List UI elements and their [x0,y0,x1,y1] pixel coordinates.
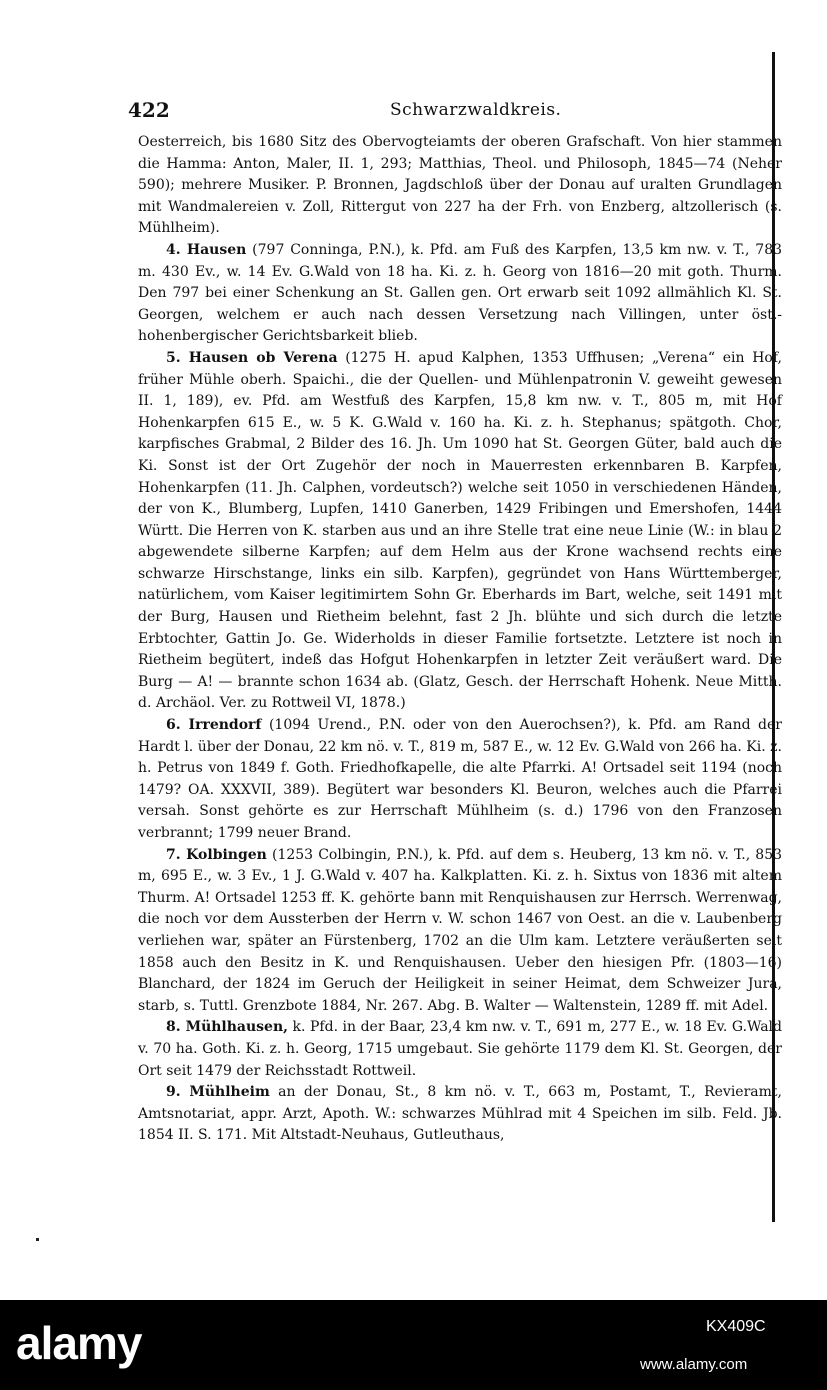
entry-text: k. Pfd. in der Baar, 23,4 km nw. v. T., 691 m, 277 E., w. 18 Ev. G.Wald v. 70 ha. Goth. Ki. z. h. Georg, 1715 umgebaut. Sie gehörte 1179 dem Kl. St. Georgen, der Ort seit 1479 der Reichsstadt Rottweil. [138,1019,782,1079]
entry-hausen [138,240,782,348]
entry-lead: 8. Mühlhausen, [166,1019,289,1036]
entry-lead: 7. Kolbingen [166,846,267,863]
alamy-logo: alamy [16,1317,142,1369]
body-text [138,132,782,1147]
entry-lead: 5. Hausen ob Verena [166,349,338,366]
entry-muehlhausen [138,1017,782,1082]
entry-hausen-ob-verena [138,348,782,715]
page-header [128,98,780,122]
stray-mark [36,1238,39,1241]
entry-text: (797 Conninga, P.N.), k. Pfd. am Fuß des Karpfen, 13,5 km nw. v. T., 783 m. 430 Ev., w. 14 Ev. G.Wald von 18 ha. Ki. z. h. Georg von 1816—20 mit goth. Thurm. Den 797 bei einer Schenkung an St. Gallen gen. Ort erwarb seit 1092 allmählich Kl. St. Georgen, welchem er auch nach dessen Versetzung nach Villingen, unter öst.-hohenbergischer Gerichtsbarkeit blieb. [138,241,783,345]
entry-lead: 6. Irrendorf [166,717,262,734]
entry-muehlheim [138,1082,782,1147]
entry-text: (1275 H. apud Kalphen, 1353 Uffhusen; „Verena“ ein Hof, früher Mühle oberh. Spaichi., die der Quellen- und Mühlenpatronin V. geweiht gewesen II. 1, 189), ev. Pfd. am Westfuß des Karpfen, 15,8 km nw. v. T., 805 m, mit Hof Hohenkarpfen 615 E., w. 5 K. G.Wald v. 160 ha. Ki. z. h. Stephanus; spätgoth. Chor, karpfisches Grabmal, 2 Bilder des 16. Jh. Um 1090 hat St. Georgen Güter, bald auch die Ki. Sonst ist der Ort Zugehör der noch in Mauerresten erkennbaren B. Karpfen, Hohenkarpfen (11. Jh. Calphen, vordeutsch?) welche seit 1050 in verschiedenen Händen, der von K., Blumberg, Lupfen, 1410 Ganerben, 1429 Fribingen und Emershofen, 1444 Württ. Die Herren von K. starben aus und an ihre Stelle trat eine neue Linie (W.: in blau 2 abgewendete silberne Karpfen; auf dem Helm aus der Krone wachsend rechts eine schwarze Hirschstange, links ein silb. Karpfen), gegründet von Hans Württemberger, natürlichem, vom Kaiser legitimirtem Sohn Gr. Eberhards im Bart, welche, seit 1491 mit der Burg, Hausen und Rietheim belehnt, fast 2 Jh. blühte und sich durch die letzte Erbtochter, Gattin Jo. Ge. Widerholds in dieser Familie fortsetzte. Letztere ist noch in Rietheim begütert, indeß das Hofgut Hohenkarpfen in letzter Zeit veräußert ward. Die Burg — A! — brannte schon 1634 ab. (Glatz, Gesch. der Herrschaft Hohenk. Neue Mitth. d. Archäol. Ver. zu Rottweil VI, 1878.) [138,349,782,712]
entry-text: (1094 Urend., P.N. oder von den Auerochsen?), k. Pfd. am Rand der Hardt l. über der Donau, 22 km nö. v. T., 819 m, 587 E., w. 12 Ev. G.Wald von 266 ha. Ki. z. h. Petrus von 1849 f. Goth. Friedhofkapelle, die alte Pfarrki. A! Ortsadel seit 1194 (noch 1479? OA. XXXVII, 389). Begütert war besonders Kl. Beuron, welches auch die Pfarrei versah. Sonst gehörte es zur Herrschaft Mühlheim (s. d.) 1796 von den Franzosen verbrannt; 1799 neuer Brand. [138,717,782,841]
site-url: www.alamy.com [640,1356,748,1373]
entry-lead: 4. Hausen [166,241,247,258]
entry-text: (1253 Colbingin, P.N.), k. Pfd. auf dem s. Heuberg, 13 km nö. v. T., 853 m, 695 E., w. 3 Ev., 1 J. G.Wald v. 407 ha. Kalkplatten. Ki. z. h. Sixtus von 1836 mit altem Thurm. A! Ortsadel 1253 ff. K. gehörte bann mit Renquishausen zur Herrsch. Werrenwag, die noch vor dem Aussterben der Herrn v. W. schon 1467 von Oest. an die v. Laubenberg verliehen war, später an Fürstenberg, 1702 an die Ulm kam. Letztere veräußerten seit 1858 auch den Besitz in K. und Renquishausen. Ueber den hiesigen Pfr. (1803—16) Blanchard, der 1824 im Geruch der Heiligkeit in seiner Heimat, dem Schweizer Jura, starb, s. Tuttl. Grenzbote 1884, Nr. 267. Abg. B. Walter — Waltenstein, 1289 ff. mit Adel. [138,846,783,1014]
entry-text: an der Donau, St., 8 km nö. v. T., 663 m, Postamt, T., Revieramt, Amtsnotariat, appr. Arzt, Apoth. W.: schwarzes Mühlrad mit 4 Speichen im silb. Feld. Jb. 1854 II. S. 171. Mit Altstadt-Neuhaus, Gutleuthaus, [138,1084,782,1144]
page-number: 422 [128,98,170,122]
entry-text: Oesterreich, bis 1680 Sitz des Obervogteiamts der oberen Grafschaft. Von hier stammen die Hamma: Anton, Maler, II. 1, 293; Matthias, Theol. und Philosoph, 1845—74 (Neher 590); mehrere Musiker. P. Bronnen, Jagdschloß über der Donau auf uralten Grundlagen mit Wandmalereien v. Zoll, Rittergut von 227 ha der Frh. von Enzberg, altzollerisch (s. Mühlheim). [138,134,782,237]
entry-lead: 9. Mühlheim [166,1084,270,1101]
entry-kolbingen [138,845,782,1018]
running-title: Schwarzwaldkreis. [390,100,562,120]
entry-irrendorf [138,715,782,845]
entry-continuation [138,132,782,240]
image-id: KX409C [706,1318,766,1335]
